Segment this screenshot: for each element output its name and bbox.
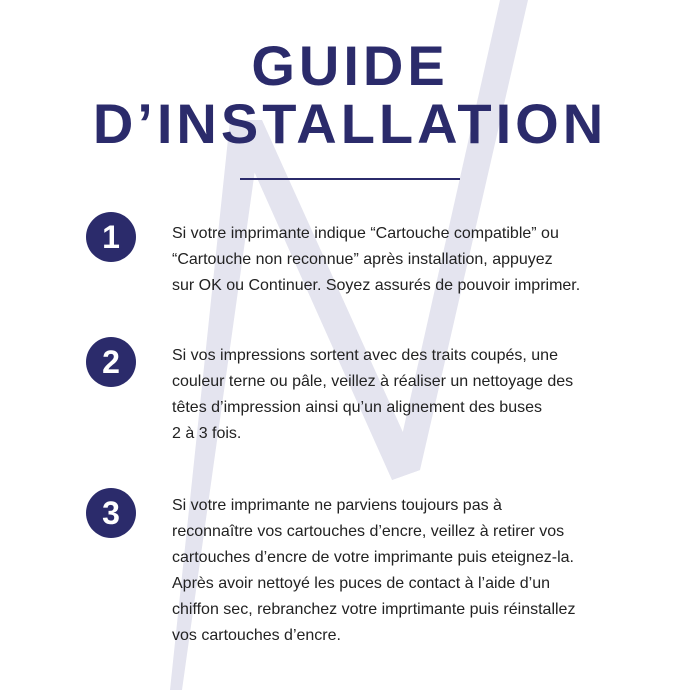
step-text-line: têtes d’impression ainsi qu’un alignement des buses bbox=[172, 399, 542, 416]
page-title-line-1: GUIDE bbox=[251, 34, 449, 97]
step-description bbox=[172, 493, 652, 649]
step-text-line: 2 à 3 fois. bbox=[172, 425, 242, 442]
step-text-line: reconnaître vos cartouches d’encre, veillez à retirer vos bbox=[172, 523, 565, 540]
step-text-line: Si vos impressions sortent avec des traits coupés, une bbox=[172, 347, 558, 364]
title-divider bbox=[240, 178, 460, 180]
step-text-line: chiffon sec, rebranchez votre imprtimante puis réinstallez bbox=[172, 601, 576, 618]
step-text-line: Si votre imprimante indique “Cartouche compatible” ou bbox=[172, 225, 559, 242]
step-number-badge: 2 bbox=[86, 337, 136, 387]
step-text-line: Si votre imprimante ne parviens toujours pas à bbox=[172, 497, 502, 514]
step-text-line: “Cartouche non reconnue” après installation, appuyez bbox=[172, 251, 553, 268]
step-text-line: Après avoir nettoyé les puces de contact à l’aide d’un bbox=[172, 575, 551, 592]
step-text-line: vos cartouches d’encre. bbox=[172, 627, 341, 644]
page-title-line-2: D’INSTALLATION bbox=[92, 92, 608, 155]
step-text-line: sur OK ou Continuer. Soyez assurés de pouvoir imprimer. bbox=[172, 277, 581, 294]
step-text-line: cartouches d’encre de votre imprimante puis eteignez-la. bbox=[172, 549, 574, 566]
step-description bbox=[172, 343, 652, 447]
step-number-badge: 3 bbox=[86, 488, 136, 538]
step-number-badge: 1 bbox=[86, 212, 136, 262]
step-text-line: couleur terne ou pâle, veillez à réaliser un nettoyage des bbox=[172, 373, 574, 390]
step-description bbox=[172, 221, 652, 299]
